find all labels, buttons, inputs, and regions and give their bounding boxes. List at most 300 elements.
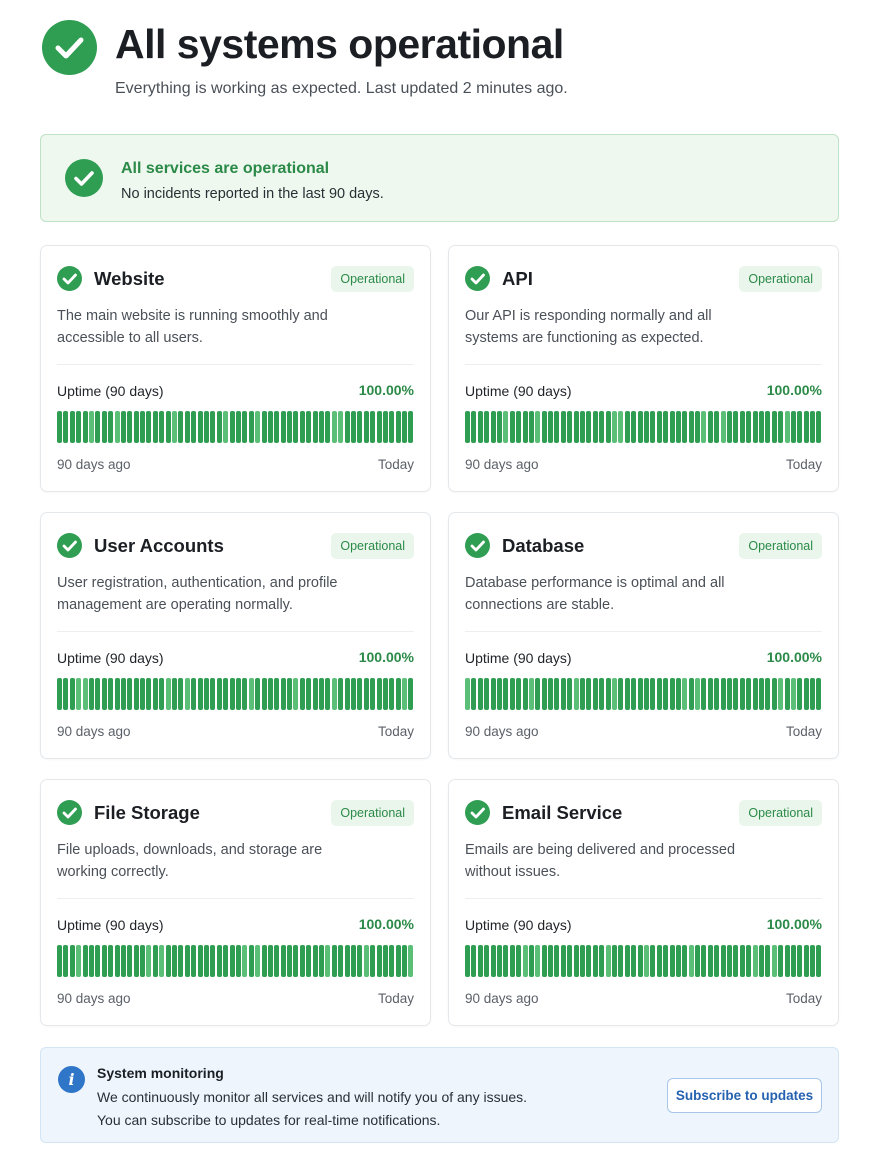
uptime-day-bar	[797, 678, 802, 710]
uptime-day-bar	[127, 678, 132, 710]
divider	[465, 631, 822, 632]
uptime-day-bar	[618, 411, 623, 443]
uptime-day-bar	[262, 411, 267, 443]
uptime-day-bar	[134, 678, 139, 710]
uptime-day-bar	[146, 411, 151, 443]
range-end-label: Today	[377, 724, 414, 739]
notice-title: System monitoring	[97, 1065, 224, 1081]
uptime-day-bar	[650, 945, 655, 977]
uptime-day-bar	[523, 411, 528, 443]
uptime-day-bar	[140, 678, 145, 710]
uptime-day-bar	[281, 678, 286, 710]
uptime-day-bar	[740, 411, 745, 443]
uptime-day-bar	[670, 678, 675, 710]
uptime-day-bar	[785, 411, 790, 443]
uptime-day-bar	[223, 411, 228, 443]
service-card-email-service	[448, 779, 839, 1026]
uptime-day-bar	[332, 678, 337, 710]
uptime-value: 100.00%	[766, 649, 822, 665]
uptime-day-bar	[471, 678, 476, 710]
uptime-day-bar	[804, 411, 809, 443]
uptime-day-bar	[810, 945, 815, 977]
notice-text-line-1: We continuously monitor all services and will notify you of any issues.	[97, 1089, 528, 1105]
uptime-day-bar	[166, 678, 171, 710]
uptime-day-bar	[178, 411, 183, 443]
uptime-bars	[465, 411, 822, 443]
uptime-day-bar	[733, 945, 738, 977]
range-start-label: 90 days ago	[57, 991, 131, 1006]
uptime-day-bar	[778, 945, 783, 977]
uptime-day-bar	[255, 945, 260, 977]
uptime-day-bar	[153, 411, 158, 443]
uptime-day-bar	[249, 678, 254, 710]
uptime-day-bar	[210, 945, 215, 977]
uptime-day-bar	[682, 945, 687, 977]
uptime-day-bar	[274, 945, 279, 977]
uptime-day-bar	[574, 678, 579, 710]
uptime-bars	[57, 411, 414, 443]
uptime-day-bar	[465, 678, 470, 710]
uptime-day-bar	[580, 411, 585, 443]
uptime-day-bar	[625, 678, 630, 710]
uptime-day-bar	[772, 678, 777, 710]
uptime-day-bar	[223, 678, 228, 710]
uptime-day-bar	[650, 411, 655, 443]
uptime-day-bar	[529, 411, 534, 443]
uptime-day-bar	[178, 945, 183, 977]
service-name: Database	[502, 535, 585, 556]
service-description: File uploads, downloads, and storage are working correctly.	[57, 842, 323, 880]
uptime-day-bar	[542, 945, 547, 977]
uptime-day-bar	[663, 411, 668, 443]
uptime-day-bar	[471, 945, 476, 977]
uptime-day-bar	[542, 678, 547, 710]
uptime-value: 100.00%	[358, 916, 414, 932]
service-description: Database performance is optimal and all connections are stable.	[465, 575, 725, 613]
divider	[57, 631, 414, 632]
uptime-day-bar	[159, 411, 164, 443]
uptime-day-bar	[383, 678, 388, 710]
uptime-day-bar	[408, 411, 413, 443]
divider	[465, 364, 822, 365]
uptime-day-bar	[364, 678, 369, 710]
uptime-day-bar	[478, 678, 483, 710]
uptime-day-bar	[89, 678, 94, 710]
service-description: The main website is running smoothly and accessible to all users.	[57, 308, 328, 346]
uptime-label: Uptime (90 days)	[57, 917, 164, 933]
uptime-day-bar	[816, 678, 821, 710]
uptime-day-bar	[191, 678, 196, 710]
check-circle-icon	[465, 533, 490, 558]
uptime-day-bar	[567, 678, 572, 710]
range-start-label: 90 days ago	[465, 991, 539, 1006]
uptime-day-bar	[127, 411, 132, 443]
uptime-bars	[57, 678, 414, 710]
uptime-day-bar	[644, 411, 649, 443]
uptime-day-bar	[554, 678, 559, 710]
uptime-day-bar	[529, 678, 534, 710]
uptime-value: 100.00%	[766, 382, 822, 398]
uptime-day-bar	[191, 411, 196, 443]
uptime-day-bar	[804, 945, 809, 977]
uptime-day-bar	[676, 678, 681, 710]
uptime-day-bar	[471, 411, 476, 443]
service-card-file-storage	[40, 779, 431, 1026]
uptime-day-bar	[721, 678, 726, 710]
uptime-day-bar	[631, 678, 636, 710]
uptime-day-bar	[306, 678, 311, 710]
uptime-day-bar	[185, 678, 190, 710]
uptime-day-bar	[230, 678, 235, 710]
uptime-day-bar	[510, 411, 515, 443]
uptime-day-bar	[268, 945, 273, 977]
uptime-day-bar	[153, 678, 158, 710]
uptime-day-bar	[185, 945, 190, 977]
uptime-day-bar	[721, 411, 726, 443]
uptime-day-bar	[484, 678, 489, 710]
uptime-day-bar	[625, 411, 630, 443]
uptime-day-bar	[478, 411, 483, 443]
uptime-day-bar	[618, 945, 623, 977]
uptime-day-bar	[236, 411, 241, 443]
uptime-day-bar	[535, 411, 540, 443]
uptime-day-bar	[146, 945, 151, 977]
uptime-day-bar	[70, 678, 75, 710]
uptime-day-bar	[778, 678, 783, 710]
uptime-day-bar	[567, 945, 572, 977]
uptime-day-bar	[223, 945, 228, 977]
uptime-day-bar	[140, 945, 145, 977]
uptime-day-bar	[83, 678, 88, 710]
uptime-day-bar	[89, 411, 94, 443]
uptime-day-bar	[523, 945, 528, 977]
uptime-day-bar	[217, 678, 222, 710]
uptime-day-bar	[377, 411, 382, 443]
uptime-day-bar	[695, 411, 700, 443]
uptime-day-bar	[657, 411, 662, 443]
uptime-day-bar	[670, 945, 675, 977]
uptime-day-bar	[689, 945, 694, 977]
uptime-day-bar	[217, 411, 222, 443]
status-banner	[40, 134, 839, 222]
uptime-day-bar	[319, 678, 324, 710]
uptime-day-bar	[287, 945, 292, 977]
uptime-day-bar	[753, 945, 758, 977]
uptime-day-bar	[465, 945, 470, 977]
uptime-day-bar	[57, 945, 62, 977]
uptime-day-bar	[503, 678, 508, 710]
banner-text: No incidents reported in the last 90 days.	[121, 186, 384, 202]
service-description: Emails are being delivered and processed without issues.	[465, 842, 736, 880]
uptime-day-bar	[95, 945, 100, 977]
uptime-day-bar	[503, 945, 508, 977]
uptime-day-bar	[542, 411, 547, 443]
uptime-day-bar	[204, 945, 209, 977]
uptime-day-bar	[714, 678, 719, 710]
uptime-day-bar	[644, 945, 649, 977]
uptime-day-bar	[753, 411, 758, 443]
uptime-day-bar	[230, 945, 235, 977]
uptime-day-bar	[618, 678, 623, 710]
uptime-label: Uptime (90 days)	[465, 917, 572, 933]
uptime-day-bar	[338, 411, 343, 443]
uptime-day-bar	[364, 945, 369, 977]
uptime-day-bar	[249, 945, 254, 977]
check-circle-icon	[57, 800, 82, 825]
monitoring-notice	[40, 1047, 839, 1143]
uptime-day-bar	[274, 411, 279, 443]
uptime-day-bar	[70, 411, 75, 443]
uptime-day-bar	[663, 678, 668, 710]
uptime-day-bar	[746, 945, 751, 977]
uptime-day-bar	[503, 411, 508, 443]
uptime-day-bar	[249, 411, 254, 443]
uptime-day-bar	[778, 411, 783, 443]
uptime-day-bar	[262, 678, 267, 710]
uptime-day-bar	[377, 678, 382, 710]
uptime-day-bar	[255, 411, 260, 443]
uptime-day-bar	[102, 411, 107, 443]
page-header	[42, 20, 838, 110]
uptime-day-bar	[185, 411, 190, 443]
uptime-day-bar	[497, 945, 502, 977]
uptime-day-bar	[198, 945, 203, 977]
uptime-day-bar	[102, 945, 107, 977]
uptime-day-bar	[83, 411, 88, 443]
uptime-day-bar	[370, 411, 375, 443]
uptime-day-bar	[638, 945, 643, 977]
uptime-day-bar	[166, 945, 171, 977]
uptime-day-bar	[497, 411, 502, 443]
uptime-day-bar	[357, 945, 362, 977]
subscribe-button[interactable]: Subscribe to updates	[667, 1078, 822, 1113]
uptime-day-bar	[791, 411, 796, 443]
uptime-day-bar	[695, 678, 700, 710]
uptime-day-bar	[230, 411, 235, 443]
check-circle-icon	[465, 266, 490, 291]
uptime-day-bar	[115, 411, 120, 443]
uptime-day-bar	[797, 411, 802, 443]
uptime-day-bar	[76, 945, 81, 977]
uptime-day-bar	[325, 945, 330, 977]
divider	[465, 898, 822, 899]
uptime-day-bar	[746, 411, 751, 443]
service-card-api	[448, 245, 839, 492]
uptime-day-bar	[612, 411, 617, 443]
range-start-label: 90 days ago	[465, 724, 539, 739]
uptime-day-bar	[172, 411, 177, 443]
uptime-day-bar	[548, 945, 553, 977]
uptime-day-bar	[345, 678, 350, 710]
service-name: Email Service	[502, 802, 623, 823]
uptime-day-bar	[402, 945, 407, 977]
uptime-day-bar	[484, 945, 489, 977]
service-card-website	[40, 245, 431, 492]
uptime-day-bar	[408, 945, 413, 977]
uptime-day-bar	[580, 945, 585, 977]
uptime-day-bar	[606, 411, 611, 443]
range-end-label: Today	[377, 457, 414, 472]
uptime-day-bar	[204, 411, 209, 443]
uptime-day-bar	[402, 678, 407, 710]
service-card-database	[448, 512, 839, 759]
uptime-day-bar	[166, 411, 171, 443]
uptime-day-bar	[593, 945, 598, 977]
uptime-day-bar	[389, 411, 394, 443]
uptime-value: 100.00%	[358, 649, 414, 665]
uptime-day-bar	[159, 945, 164, 977]
uptime-day-bar	[612, 945, 617, 977]
uptime-day-bar	[287, 411, 292, 443]
page-title: All systems operational	[115, 21, 564, 67]
uptime-day-bar	[332, 945, 337, 977]
uptime-day-bar	[134, 411, 139, 443]
uptime-day-bar	[389, 945, 394, 977]
uptime-day-bar	[115, 678, 120, 710]
range-start-label: 90 days ago	[465, 457, 539, 472]
uptime-day-bar	[510, 945, 515, 977]
uptime-day-bar	[599, 945, 604, 977]
uptime-day-bar	[797, 945, 802, 977]
uptime-day-bar	[127, 945, 132, 977]
uptime-day-bar	[689, 411, 694, 443]
uptime-day-bar	[236, 678, 241, 710]
uptime-day-bar	[313, 678, 318, 710]
uptime-day-bar	[593, 678, 598, 710]
uptime-day-bar	[408, 678, 413, 710]
uptime-label: Uptime (90 days)	[465, 383, 572, 399]
uptime-day-bar	[121, 411, 126, 443]
uptime-day-bar	[345, 411, 350, 443]
check-circle-icon	[65, 159, 103, 197]
uptime-day-bar	[300, 678, 305, 710]
uptime-day-bar	[663, 945, 668, 977]
uptime-day-bar	[733, 411, 738, 443]
status-badge: Operational	[331, 533, 414, 559]
uptime-day-bar	[191, 945, 196, 977]
uptime-day-bar	[198, 411, 203, 443]
uptime-day-bar	[516, 411, 521, 443]
uptime-day-bar	[383, 945, 388, 977]
uptime-day-bar	[242, 411, 247, 443]
uptime-day-bar	[561, 411, 566, 443]
uptime-day-bar	[287, 678, 292, 710]
status-badge: Operational	[739, 266, 822, 292]
uptime-day-bar	[554, 411, 559, 443]
uptime-day-bar	[746, 678, 751, 710]
uptime-day-bar	[319, 945, 324, 977]
uptime-day-bar	[389, 678, 394, 710]
uptime-day-bar	[236, 945, 241, 977]
uptime-day-bar	[682, 411, 687, 443]
uptime-day-bar	[759, 411, 764, 443]
uptime-day-bar	[682, 678, 687, 710]
uptime-day-bar	[727, 411, 732, 443]
uptime-day-bar	[377, 945, 382, 977]
uptime-day-bar	[714, 411, 719, 443]
uptime-day-bar	[491, 411, 496, 443]
uptime-day-bar	[516, 945, 521, 977]
uptime-day-bar	[351, 411, 356, 443]
uptime-day-bar	[580, 678, 585, 710]
uptime-day-bar	[765, 411, 770, 443]
uptime-day-bar	[76, 678, 81, 710]
uptime-day-bar	[89, 945, 94, 977]
uptime-day-bar	[689, 678, 694, 710]
uptime-day-bar	[612, 678, 617, 710]
uptime-day-bar	[554, 945, 559, 977]
uptime-bars	[465, 678, 822, 710]
uptime-day-bar	[816, 945, 821, 977]
uptime-day-bar	[146, 678, 151, 710]
uptime-day-bar	[300, 411, 305, 443]
range-start-label: 90 days ago	[57, 457, 131, 472]
uptime-day-bar	[753, 678, 758, 710]
uptime-day-bar	[338, 945, 343, 977]
uptime-bars	[57, 945, 414, 977]
uptime-day-bar	[217, 945, 222, 977]
uptime-day-bar	[153, 945, 158, 977]
uptime-day-bar	[306, 411, 311, 443]
uptime-day-bar	[198, 678, 203, 710]
uptime-day-bar	[510, 678, 515, 710]
uptime-day-bar	[383, 411, 388, 443]
service-name: User Accounts	[94, 535, 224, 556]
status-badge: Operational	[739, 800, 822, 826]
service-description: Our API is responding normally and all systems are functioning as expected.	[465, 308, 712, 346]
banner-title: All services are operational	[121, 160, 330, 177]
uptime-day-bar	[561, 678, 566, 710]
uptime-day-bar	[714, 945, 719, 977]
uptime-day-bar	[676, 945, 681, 977]
uptime-day-bar	[57, 411, 62, 443]
uptime-day-bar	[785, 945, 790, 977]
uptime-day-bar	[108, 678, 113, 710]
range-end-label: Today	[785, 724, 822, 739]
uptime-day-bar	[721, 945, 726, 977]
check-circle-icon	[42, 20, 97, 75]
uptime-day-bar	[83, 945, 88, 977]
uptime-day-bar	[306, 945, 311, 977]
uptime-day-bar	[695, 945, 700, 977]
uptime-day-bar	[567, 411, 572, 443]
uptime-day-bar	[701, 411, 706, 443]
uptime-day-bar	[586, 411, 591, 443]
check-circle-icon	[57, 266, 82, 291]
uptime-day-bar	[210, 678, 215, 710]
uptime-day-bar	[657, 945, 662, 977]
uptime-day-bar	[759, 945, 764, 977]
uptime-day-bar	[268, 678, 273, 710]
uptime-day-bar	[593, 411, 598, 443]
divider	[57, 898, 414, 899]
uptime-day-bar	[370, 945, 375, 977]
uptime-day-bar	[772, 411, 777, 443]
uptime-day-bar	[63, 678, 68, 710]
uptime-day-bar	[210, 411, 215, 443]
uptime-value: 100.00%	[766, 916, 822, 932]
uptime-day-bar	[727, 678, 732, 710]
uptime-day-bar	[293, 678, 298, 710]
uptime-day-bar	[293, 945, 298, 977]
uptime-day-bar	[242, 945, 247, 977]
uptime-day-bar	[701, 945, 706, 977]
uptime-day-bar	[115, 945, 120, 977]
uptime-day-bar	[357, 678, 362, 710]
uptime-day-bar	[351, 945, 356, 977]
page-subtitle: Everything is working as expected. Last updated 2 minutes ago.	[115, 80, 568, 97]
uptime-day-bar	[172, 678, 177, 710]
